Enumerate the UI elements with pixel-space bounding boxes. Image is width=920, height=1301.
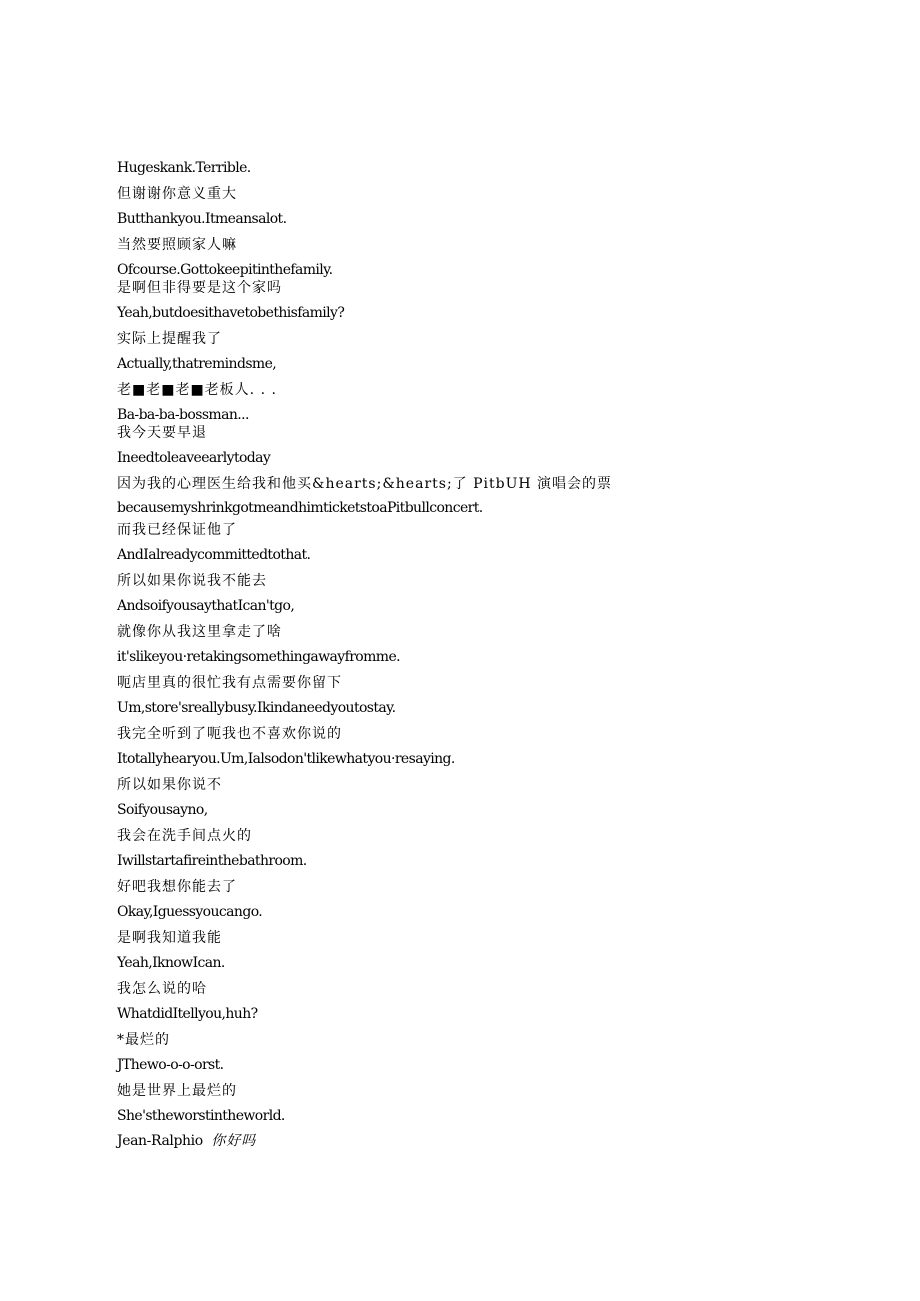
subtitle-line: 所以如果你说不: [117, 777, 222, 793]
subtitle-line: 我完全听到了呃我也不喜欢你说的: [117, 726, 342, 742]
subtitle-line: JThewo-o-o-orst.: [117, 1057, 224, 1073]
greeting-text: 你好吗: [211, 1133, 257, 1149]
subtitle-line: Butthankyou.Itmeansalot.: [117, 211, 287, 227]
subtitle-line: 是啊我知道我能: [117, 930, 222, 946]
subtitle-line: Um,store'sreallybusy.Ikindaneedyoutostay.: [117, 700, 396, 716]
subtitle-line: 因为我的心理医生给我和他买&hearts;&hearts;了 PitbUH 演唱会的票: [117, 476, 613, 492]
subtitle-line: 是啊但非得要是这个家吗: [117, 280, 282, 296]
subtitle-line: Ba-ba-ba-bossman...: [117, 407, 249, 423]
subtitle-line: 我怎么说的哈: [117, 981, 207, 997]
subtitle-line: *最烂的: [117, 1032, 170, 1048]
subtitle-line: AndIalreadycommittedtothat.: [117, 547, 311, 563]
subtitle-line: Actually,thatremindsme,: [117, 356, 277, 372]
subtitle-line: 就像你从我这里拿走了啥: [117, 624, 282, 640]
subtitle-line: Yeah,IknowIcan.: [117, 955, 225, 971]
subtitle-line: Ineedtoleaveearlytoday: [117, 450, 271, 466]
subtitle-line: 当然要照顾家人嘛: [117, 237, 237, 253]
subtitle-line: 但谢谢你意义重大: [117, 186, 237, 202]
subtitle-line: Soifyousayno,: [117, 802, 208, 818]
subtitle-line: 她是世界上最烂的: [117, 1083, 237, 1099]
subtitle-line: 好吧我想你能去了: [117, 879, 237, 895]
subtitle-line: 所以如果你说我不能去: [117, 573, 267, 589]
subtitle-line: becausemyshrinkgotmeandhimticketstoaPitbullconcert.: [117, 500, 483, 516]
subtitle-line: Hugeskank.Terrible.: [117, 160, 251, 176]
subtitle-line: 呃店里真的很忙我有点需要你留下: [117, 675, 342, 691]
subtitle-line: 我会在洗手间点火的: [117, 828, 252, 844]
subtitle-line: WhatdidItellyou,huh?: [117, 1006, 258, 1022]
subtitle-line: She'stheworstintheworld.: [117, 1108, 285, 1124]
subtitle-line-last: [117, 1132, 256, 1150]
subtitle-line: it'slikeyou·retakingsomethingawayfromme.: [117, 649, 401, 665]
subtitle-line: 老■老■老■老板人. . .: [117, 382, 277, 398]
subtitle-line: Okay,Iguessyoucango.: [117, 904, 263, 920]
subtitle-line: Iwillstartafireinthebathroom.: [117, 853, 307, 869]
subtitle-line: Ofcourse.Gottokeepitinthefamily.: [117, 262, 333, 278]
subtitle-line: 我今天要早退: [117, 425, 207, 441]
subtitle-line: Yeah,butdoesithavetobethisfamily?: [117, 305, 345, 321]
subtitle-line: 而我已经保证他了: [117, 522, 237, 538]
subtitle-line: 实际上提醒我了: [117, 331, 222, 347]
subtitle-line: AndsoifyousaythatIcan'tgo,: [117, 598, 295, 614]
speaker-name: Jean-Ralphio: [117, 1133, 203, 1149]
subtitle-line: Itotallyhearyou.Um,Ialsodon'tlikewhatyou·resaying.: [117, 751, 455, 767]
